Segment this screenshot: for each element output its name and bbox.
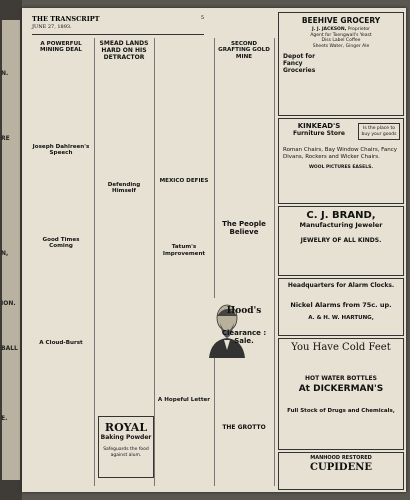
grocery-role: Proprietor [347, 27, 371, 32]
ad-product: Baking Powder [100, 434, 152, 441]
edge-fragment: ION. [1, 300, 16, 307]
newspaper-title: THE TRANSCRIPT [32, 15, 100, 23]
grocery-line: Sheets Water, Ginger Ale [312, 43, 370, 49]
royal-baking-powder-ad [98, 416, 154, 478]
column-rule [154, 38, 155, 486]
alarm-title: Headquarters for Alarm Clocks. [287, 282, 395, 289]
headline: SMEAD LANDS HARD ON HIS DETRACTOR [99, 40, 149, 61]
brand-jeweler-ad [278, 206, 404, 276]
alarm-line: Nickel Alarms from 75c. up. [290, 301, 392, 309]
column-rule [214, 38, 215, 486]
brand-line: JEWELRY OF ALL KINDS. [300, 237, 382, 244]
grocery-title: BEEHIVE GROCERY [301, 16, 381, 25]
column-1 [30, 38, 92, 486]
column-rule [274, 38, 275, 486]
beehive-grocery-ad [278, 12, 404, 116]
dickerman-name: At DICKERMAN'S [298, 384, 384, 394]
grocery-line: Diss Label Coffee [321, 38, 361, 43]
edge-fragment: N, [1, 250, 9, 257]
grocery-line: Agent for Toengwall's Yeast [310, 32, 372, 38]
cupidene-ad [278, 452, 404, 490]
edge-fragment: N. [1, 70, 9, 77]
headline: SECOND GRAFTING GOLD MINE [218, 41, 270, 60]
edge-fragment: RE [1, 135, 10, 142]
kinkead-items: Roman Chairs, Bay Window Chairs, Fancy Divans, Rockers and Wicker Chairs. [283, 147, 397, 160]
headline: A Hopeful Letter [157, 397, 211, 404]
brand-title: C. J. BRAND, [306, 210, 376, 221]
kinkead-side-note: Is the place to buy your goods [358, 123, 400, 140]
headline: Joseph Dahlreen's Speech [32, 143, 90, 157]
bottles-line: Full Stock of Drugs and Chemicals, [287, 408, 395, 414]
column-3 [156, 38, 212, 486]
issue-date: JUNE 27, 1893. [32, 24, 72, 30]
grocery-depot: Depot for Fancy Groceries [283, 53, 316, 74]
hoods-ad-title: Hood's [226, 306, 262, 317]
kinkead-subtitle: Furniture Store [293, 130, 345, 137]
edge-fragment: BALL [1, 345, 18, 352]
binding-strip [0, 0, 22, 500]
edge-fragment: E. [1, 415, 8, 422]
headline: A Cloud-Burst [39, 339, 83, 346]
ad-slogan: Safeguards the food against alum. [103, 447, 149, 458]
column-rule [94, 38, 95, 486]
brand-subtitle: Manufacturing Jeweler [299, 221, 383, 229]
grotto-title: THE GROTTO [222, 423, 266, 431]
headline: Defending Himself [107, 181, 141, 195]
grocery-owner: J. J. JACKSON, [311, 27, 347, 32]
alarm-firm: A. & H. W. HARTUNG, [308, 315, 374, 321]
dickerman-drug-ad [278, 338, 404, 450]
headline: Tatum's Improvement [162, 244, 206, 257]
headline: Good Times Coming [42, 236, 80, 250]
clearance-sale-title: Clearance : Sale. [221, 328, 267, 345]
alarm-clock-ad [278, 278, 404, 336]
cold-feet-title: You Have Cold Feet [291, 342, 391, 353]
ad-brand: ROYAL [104, 421, 148, 434]
page-number: 5 [200, 15, 204, 21]
column-4 [216, 38, 272, 486]
kinkead-title: KINKEAD'S [297, 122, 341, 130]
cupidene-subtitle: MANHOOD RESTORED [310, 455, 372, 461]
newspaper-page [22, 8, 406, 492]
headline: MEXICO DEFIES [159, 178, 209, 184]
bottles-title: HOT WATER BOTTLES [305, 375, 377, 382]
headline: A POWERFUL MINING DEAL [40, 41, 82, 54]
masthead [32, 14, 204, 35]
kinkead-footer: WOOL PICTURES EASELS. [308, 165, 374, 170]
cupidene-title: CUPIDENE [310, 462, 372, 473]
kinkead-furniture-ad [278, 118, 404, 204]
headline: The People Believe [222, 220, 266, 237]
